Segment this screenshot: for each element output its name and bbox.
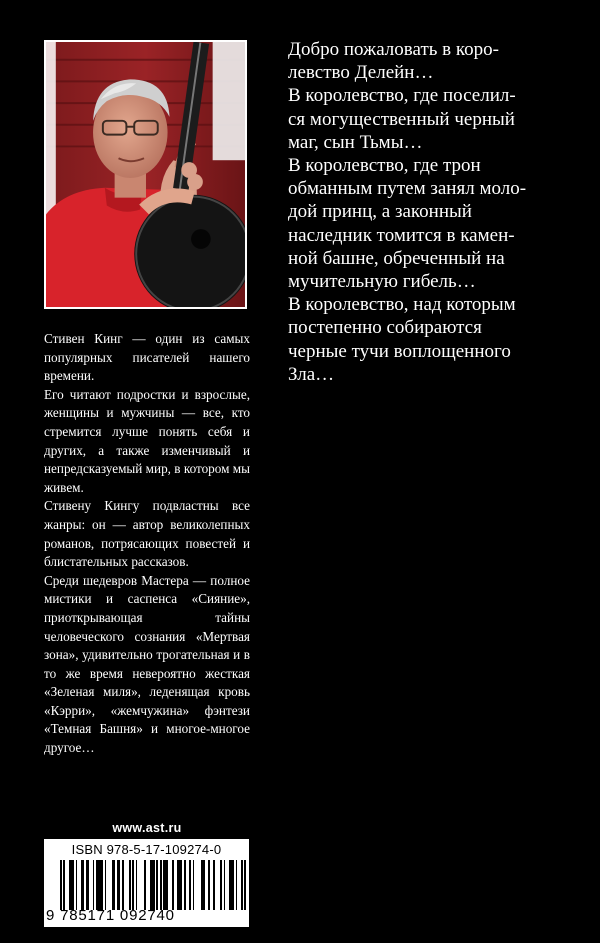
barcode-bar-5 [86, 860, 89, 910]
bio-paragraph: Стивену Кингу подвластны все жанры: он — автор великолепных романов, потрясающих повестей и блистательных рассказов. [44, 498, 250, 570]
barcode-bar-23 [189, 860, 191, 910]
barcode-bar-9 [112, 860, 115, 910]
intro-line: ся могущественный черный [288, 108, 515, 130]
barcode-bar-10 [117, 860, 120, 910]
author-portrait-image [46, 42, 245, 307]
barcode-bar-17 [156, 860, 158, 910]
barcode-bar-4 [81, 860, 84, 910]
intro-line: постепенно собираются [288, 317, 482, 339]
barcode-bar-11 [122, 860, 124, 910]
barcode-bar-27 [213, 860, 215, 910]
barcode-bar-0 [60, 860, 62, 910]
barcode-bar-29 [224, 860, 226, 910]
intro-line: мучительную гибель… [288, 271, 476, 293]
intro-line: черные тучи воплощенного [288, 340, 511, 362]
isbn-label: ISBN 978-5-17-109274-0 [71, 842, 222, 857]
intro-blurb [288, 38, 558, 386]
bio-paragraph: Стивен Кинг — один из самых популярных писателей нашего времени. [44, 331, 250, 384]
barcode-bar-3 [76, 860, 78, 910]
barcode-bar-1 [63, 860, 65, 910]
publisher-website[interactable]: www.ast.ru [112, 821, 182, 835]
barcode-bar-20 [172, 860, 174, 910]
intro-line: Зла… [288, 363, 335, 385]
barcode-bar-16 [150, 860, 155, 910]
intro-line: наследник томится в камен- [288, 224, 515, 246]
barcode-bar-13 [132, 860, 134, 910]
barcode-bar-22 [184, 860, 186, 910]
bio-paragraph: Его читают подростки и взрослые, женщины и мужчины — все, кто стремится лучше понять себя и других, а также изменчивый и непредсказуемый мир, в котором мы живем. [44, 386, 250, 495]
barcode-bar-18 [160, 860, 162, 910]
barcode-bar-6 [93, 860, 95, 910]
barcode-bar-2 [69, 860, 74, 910]
barcode-bar-14 [136, 860, 138, 910]
intro-line: ной башне, обреченный на [288, 247, 505, 269]
intro-line: В королевство, где поселил- [288, 85, 516, 107]
intro-line: Добро пожаловать в коро- [288, 39, 499, 60]
isbn-barcode [44, 839, 249, 927]
intro-line: левство Делейн… [288, 62, 434, 84]
barcode-bar-32 [241, 860, 243, 910]
intro-line: дой принц, а законный [288, 201, 472, 223]
barcode-bar-25 [201, 860, 204, 910]
barcode-bar-7 [96, 860, 103, 910]
author-bio [44, 330, 250, 758]
barcode-bar-30 [229, 860, 234, 910]
intro-line: В королевство, над которым [288, 294, 516, 316]
barcode-bar-12 [129, 860, 131, 910]
barcode-bar-24 [193, 860, 195, 910]
intro-line: обманным путем занял моло- [288, 178, 527, 200]
intro-line: В королевство, где трон [288, 155, 481, 177]
barcode-bar-15 [144, 860, 146, 910]
barcode-bar-8 [105, 860, 107, 910]
intro-line: маг, сын Тьмы… [288, 131, 423, 153]
barcode-bar-33 [244, 860, 246, 910]
barcode-bar-26 [208, 860, 210, 910]
bio-paragraph: Среди шедевров Мастера — полное мистики и саспенса «Сияние», приоткрывающая тайны человеческого сознания «Мертвая зона», удивительно трогательная и в то же время невероятно жесткая «Зеленая миля», леденящая кровь «Кэрри», «жемчужина» фэнтези «Темная Башня» и многое-многое другое… [44, 572, 250, 756]
barcode-bar-28 [220, 860, 222, 910]
barcode-digits: 9 785171 092740 [46, 907, 175, 924]
barcode-bar-19 [163, 860, 168, 910]
barcode-bars [60, 860, 246, 910]
barcode-bar-21 [177, 860, 182, 910]
author-photo [44, 40, 247, 309]
barcode-bar-31 [236, 860, 238, 910]
